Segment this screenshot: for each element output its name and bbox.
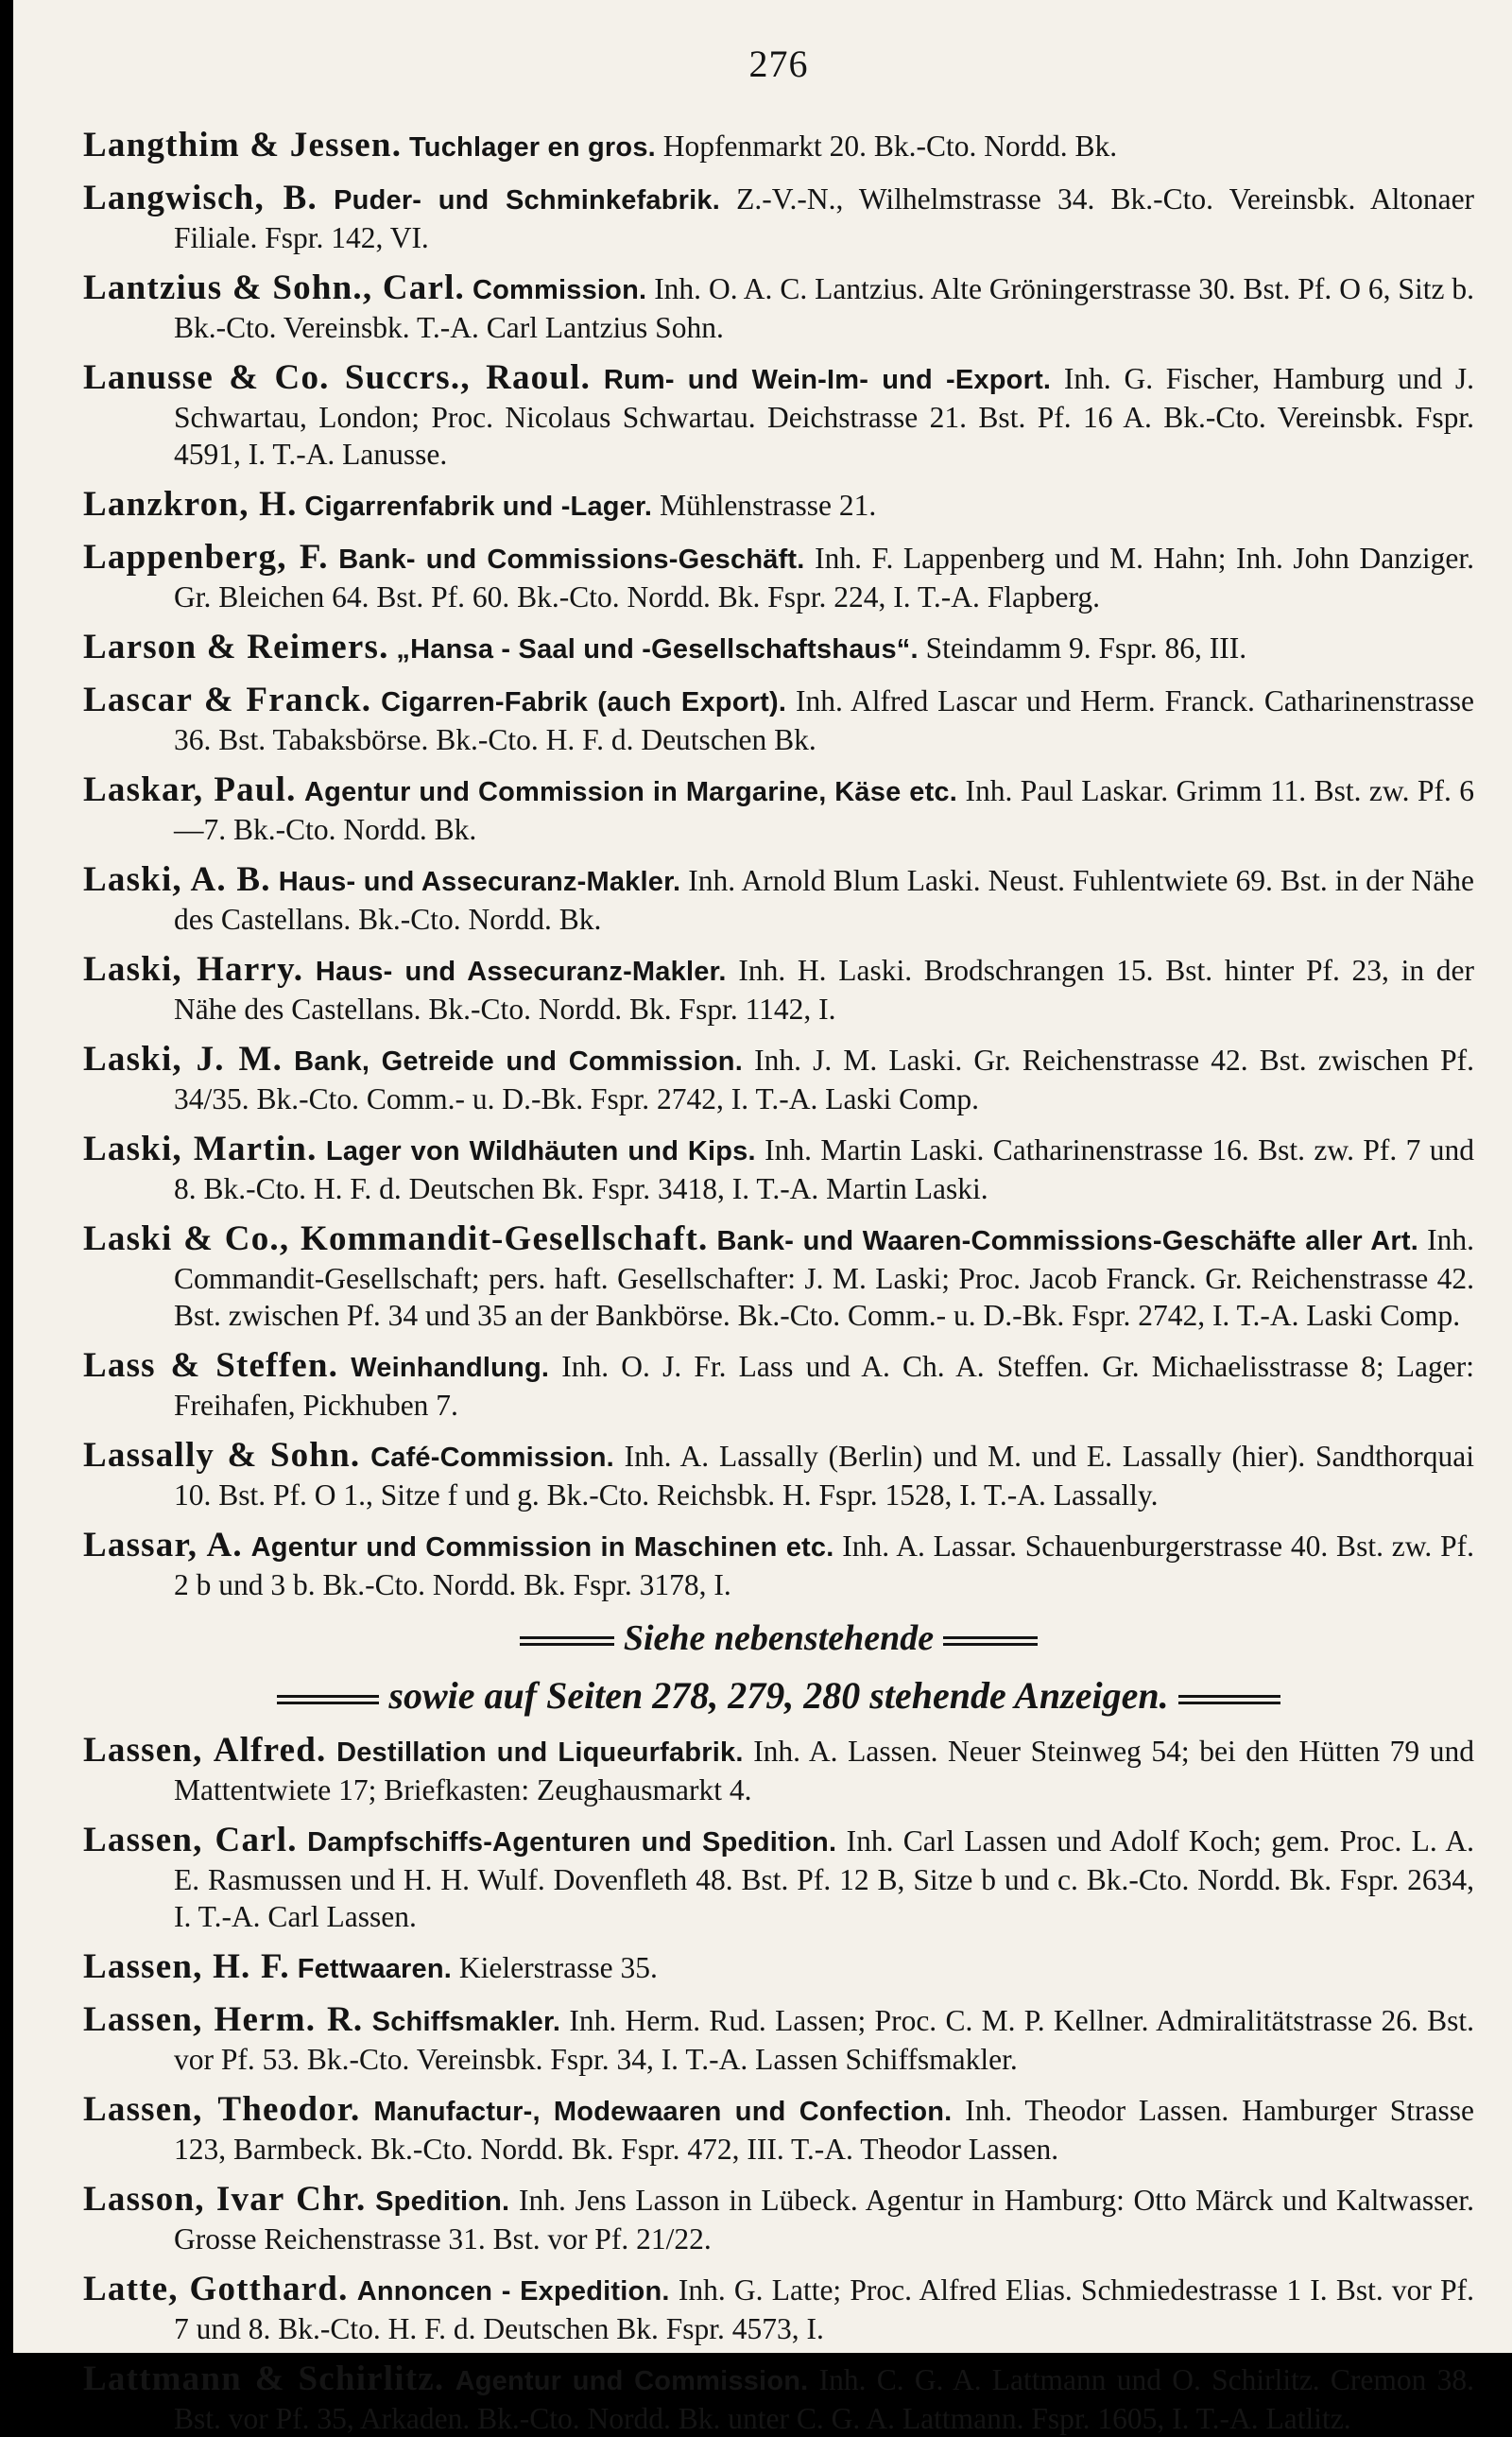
firm-name: Lanzkron, H. — [83, 485, 298, 524]
firm-details: Inh. F. Lappenberg und M. Hahn; Inh. John Danziger. Gr. Bleichen 64. Bst. Pf. 60. Bk.-Cto. Nordd. Bk. Fspr. 224, I. T.-A. Flapberg. — [174, 542, 1475, 614]
firm-trade: Bank- und Waaren-Commissions-Geschäfte aller Art. — [716, 1226, 1419, 1256]
firm-name: Langwisch, B. — [83, 179, 318, 217]
double-rule — [1178, 1695, 1280, 1704]
firm-details: Inh. Alfred Lascar und Herm. Franck. Catharinenstrasse 36. Bst. Tabaksbörse. Bk.-Cto. H. F. d. Deutschen Bk. — [174, 684, 1474, 756]
directory-entry — [83, 2271, 1474, 2347]
directory-entry — [83, 1437, 1474, 1513]
directory-entry — [83, 269, 1474, 346]
firm-name: Lassen, Theodor. — [83, 2090, 361, 2129]
firm-details: Inh. G. Fischer, Hamburg und J. Schwartau, London; Proc. Nicolaus Schwartau. Deichstrasse 21. Bst. Pf. 16 A. Bk.-Cto. Vereinsbk. Fspr. 4591, I. T.-A. Lanusse. — [174, 362, 1475, 471]
firm-trade: „Hansa - Saal und -Gesellschaftshaus“. — [396, 634, 919, 665]
directory-entry — [83, 629, 1474, 668]
firm-name: Langthim & Jessen. — [83, 126, 403, 164]
firm-name: Lassen, H. F. — [83, 1947, 290, 1986]
firm-details: Mühlenstrasse 21. — [660, 489, 877, 522]
directory-entry — [83, 1131, 1474, 1207]
directory-entry — [83, 951, 1474, 1028]
firm-name: Latte, Gotthard. — [83, 2270, 349, 2308]
firm-trade: Cigarren-Fabrik (auch Export). — [381, 687, 787, 717]
firm-trade: Bank, Getreide und Commission. — [294, 1046, 743, 1077]
firm-trade: Cigarrenfabrik und -Lager. — [304, 492, 653, 522]
firm-trade: Agentur und Commission. — [455, 2366, 809, 2396]
directory-entry — [83, 486, 1474, 526]
firm-trade: Schiffsmakler. — [371, 2007, 561, 2037]
firm-name: Lassar, A. — [83, 1526, 243, 1564]
firm-details: Inh. O. J. Fr. Lass und A. Ch. A. Steffen. Gr. Michaelisstrasse 8; Lager: Freihafen, Pickhuben 7. — [174, 1350, 1474, 1422]
firm-trade: Café-Commission. — [370, 1443, 614, 1473]
firm-details: Inh. C. G. A. Lattmann und O. Schirlitz. Cremon 38. Bst. vor Pf. 35, Arkaden. Bk.-Cto. Nordd. Bk. unter C. G. A. Lattmann. Fspr. 1605, I. T.-A. Latlitz. — [174, 2363, 1474, 2435]
page-number: 276 — [748, 43, 809, 85]
firm-name: Lantzius & Sohn., Carl. — [83, 268, 466, 307]
firm-name: Larson & Reimers. — [83, 628, 389, 666]
firm-trade: Tuchlager en gros. — [409, 132, 656, 163]
firm-details: Z.-V.-N., Wilhelmstrasse 34. Bk.-Cto. Vereinsbk. Altonaer Filiale. Fspr. 142, VI. — [174, 182, 1475, 254]
directory-entry — [83, 2360, 1474, 2437]
double-rule — [520, 1636, 614, 1646]
firm-details: Inh. Arnold Blum Laski. Neust. Fuhlentwiete 69. Bst. in der Nähe des Castellans. Bk.-Cto. Nordd. Bk. — [174, 864, 1475, 936]
directory-entry — [83, 1732, 1474, 1808]
notice-line — [83, 1616, 1474, 1660]
firm-name: Lassally & Sohn. — [83, 1436, 361, 1475]
directory-entry — [83, 1041, 1474, 1117]
firm-details: Kielerstrasse 35. — [458, 1951, 658, 1984]
firm-name: Lasson, Ivar Chr. — [83, 2180, 367, 2219]
firm-details: Inh. A. Lassen. Neuer Steinweg 54; bei den Hütten 79 und Mattentwiete 17; Briefkasten: Zeughausmarkt 4. — [174, 1735, 1474, 1806]
firm-name: Lascar & Franck. — [83, 681, 372, 719]
firm-details: Inh. Jens Lasson in Lübeck. Agentur in Hamburg: Otto Märck und Kaltwasser. Grosse Reichenstrasse 31. Bst. vor Pf. 21/22. — [174, 2184, 1475, 2256]
firm-name: Lattmann & Schirlitz. — [83, 2359, 445, 2398]
firm-trade: Agentur und Commission in Maschinen etc. — [250, 1532, 834, 1563]
firm-details: Inh. H. Laski. Brodschrangen 15. Bst. hinter Pf. 23, in der Nähe des Castellans. Bk.-Cto. Nordd. Bk. Fspr. 1142, I. — [174, 954, 1475, 1026]
directory-entry — [83, 1347, 1474, 1424]
firm-trade: Haus- und Assecuranz-Makler. — [315, 957, 727, 987]
firm-details: Inh. A. Lassally (Berlin) und M. und E. Lassally (hier). Sandthorquai 10. Bst. Pf. O 1., Sitze f und g. Bk.-Cto. Reichsbk. H. Fspr. 1528, I. T.-A. Lassally. — [174, 1440, 1475, 1512]
firm-trade: Lager von Wildhäuten und Kips. — [325, 1136, 756, 1167]
firm-name: Lappenberg, F. — [83, 538, 329, 577]
directory-entry — [83, 1527, 1474, 1603]
firm-trade: Destillation und Liqueurfabrik. — [336, 1737, 744, 1768]
firm-details: Inh. Herm. Rud. Lassen; Proc. C. M. P. Kellner. Admiralitätstrasse 26. Bst. vor Pf. 53. Bk.-Cto. Vereinsbk. Fspr. 34, I. T.-A. Lassen Schiffsmakler. — [174, 2004, 1475, 2076]
entries-bottom — [83, 1732, 1474, 2437]
directory-entry — [83, 359, 1474, 473]
directory-entry — [83, 2091, 1474, 2168]
firm-trade: Manufactur-, Modewaaren und Confection. — [373, 2097, 953, 2127]
directory-entry — [83, 180, 1474, 256]
firm-trade: Commission. — [472, 275, 647, 305]
firm-details: Inh. G. Latte; Proc. Alfred Elias. Schmiedestrasse 1 I. Bst. vor Pf. 7 und 8. Bk.-Cto. H. F. d. Deutschen Bk. Fspr. 4573, I. — [174, 2273, 1475, 2345]
notice-text: Siehe nebenstehende — [623, 1618, 935, 1658]
firm-details: Inh. Theodor Lassen. Hamburger Strasse 123, Barmbeck. Bk.-Cto. Nordd. Bk. Fspr. 472, III. T.-A. Theodor Lassen. — [174, 2094, 1475, 2166]
firm-name: Laskar, Paul. — [83, 770, 297, 809]
directory-entry — [83, 771, 1474, 848]
directory-entry — [83, 539, 1474, 615]
directory-entry — [83, 127, 1474, 166]
firm-details: Hopfenmarkt 20. Bk.-Cto. Nordd. Bk. — [662, 130, 1118, 163]
firm-trade: Weinhandlung. — [351, 1353, 550, 1383]
advertisement-notice — [83, 1616, 1474, 1719]
firm-trade: Bank- und Commissions-Geschäft. — [338, 544, 805, 575]
firm-trade: Spedition. — [375, 2186, 510, 2217]
double-rule — [943, 1636, 1038, 1646]
directory-entry — [83, 861, 1474, 938]
double-rule — [277, 1695, 379, 1704]
firm-trade: Puder- und Schminkefabrik. — [334, 185, 720, 216]
firm-name: Laski, A. B. — [83, 860, 271, 899]
firm-name: Lassen, Alfred. — [83, 1731, 327, 1770]
directory-entry — [83, 682, 1474, 758]
firm-details: Inh. Commandit-Gesellschaft; pers. haft. Gesellschafter: J. M. Laski; Proc. Jacob Franck. Gr. Reichenstrasse 42. Bst. zwischen Pf. 34 und 35 an der Bankbörse. Bk.-Cto. Comm.- u. D.-Bk. Fspr. 2742, I. T.-A. Laski Comp. — [174, 1223, 1474, 1332]
firm-trade: Annoncen - Expedition. — [356, 2276, 670, 2307]
firm-details: Inh. J. M. Laski. Gr. Reichenstrasse 42. Bst. zwischen Pf. 34/35. Bk.-Cto. Comm.- u. D.-Bk. Fspr. 2742, I. T.-A. Laski Comp. — [174, 1044, 1475, 1115]
directory-entry — [83, 1220, 1474, 1334]
firm-details: Inh. Paul Laskar. Grimm 11. Bst. zw. Pf. 6—7. Bk.-Cto. Nordd. Bk. — [174, 774, 1475, 846]
directory-entry — [83, 1948, 1474, 1988]
notice-text: sowie auf Seiten 278, 279, 280 stehende Anzeigen. — [388, 1674, 1169, 1717]
firm-trade: Dampfschiffs-Agenturen und Spedition. — [307, 1827, 837, 1858]
firm-details: Inh. Carl Lassen und Adolf Koch; gem. Proc. L. A. E. Rasmussen und H. H. Wulf. Dovenfleth 48. Bst. Pf. 12 B, Sitze b und c. Bk.-Cto. Nordd. Bk. Fspr. 2634, I. T.-A. Carl Lassen. — [174, 1824, 1475, 1933]
firm-details: Inh. O. A. C. Lantzius. Alte Gröningerstrasse 30. Bst. Pf. O 6, Sitz b. Bk.-Cto. Vereinsbk. T.-A. Carl Lantzius Sohn. — [174, 272, 1474, 344]
firm-trade: Agentur und Commission in Margarine, Käse etc. — [304, 777, 958, 807]
notice-line — [83, 1673, 1474, 1719]
firm-details: Inh. A. Lassar. Schauenburgerstrasse 40. Bst. zw. Pf. 2 b und 3 b. Bk.-Cto. Nordd. Bk. Fspr. 3178, I. — [174, 1530, 1474, 1601]
firm-name: Laski, J. M. — [83, 1040, 284, 1079]
entries-top — [83, 127, 1474, 1603]
directory-entry — [83, 2181, 1474, 2257]
firm-name: Lass & Steffen. — [83, 1346, 339, 1385]
firm-trade: Fettwaaren. — [297, 1954, 453, 1984]
firm-trade: Haus- und Assecuranz-Makler. — [278, 867, 681, 897]
firm-name: Lassen, Herm. R. — [83, 2000, 364, 2039]
firm-trade: Rum- und Wein-Im- und -Export. — [603, 365, 1052, 395]
directory-entry — [83, 1822, 1474, 1935]
firm-name: Lanusse & Co. Succrs., Raoul. — [83, 358, 592, 397]
firm-details: Steindamm 9. Fspr. 86, III. — [925, 631, 1247, 665]
firm-name: Laski & Co., Kommandit-Gesellschaft. — [83, 1219, 709, 1258]
firm-name: Laski, Martin. — [83, 1130, 318, 1168]
firm-name: Lassen, Carl. — [83, 1821, 298, 1859]
firm-details: Inh. Martin Laski. Catharinenstrasse 16. Bst. zw. Pf. 7 und 8. Bk.-Cto. H. F. d. Deutschen Bk. Fspr. 3418, I. T.-A. Martin Laski. — [174, 1133, 1474, 1205]
firm-name: Laski, Harry. — [83, 950, 304, 989]
directory-entry — [83, 2001, 1474, 2078]
